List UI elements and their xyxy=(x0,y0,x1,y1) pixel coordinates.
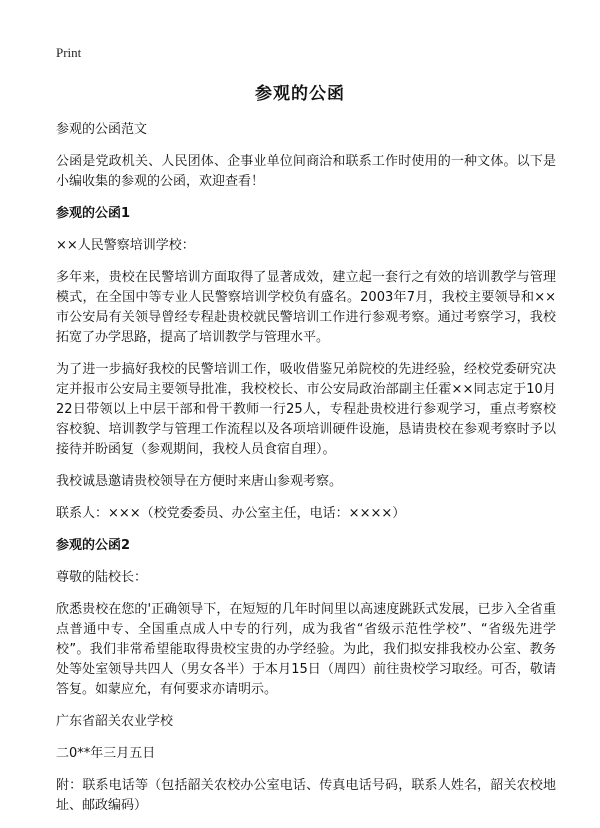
letter-1-paragraph: 多年来，贵校在民警培训方面取得了显著成效，建立起一套行之有效的培训教学与管理模式，在全国中等专业人民警察培训学校负有盛名。2003年7月，我校主要领导和××市公安局有关领导曾经专程赴贵校就民警培训工作进行参观考察。通过考察学习，我校拓宽了办学思路，提高了培训教学与管理水平。 xyxy=(56,270,556,345)
letter-1-heading: 参观的公函1 xyxy=(56,206,131,221)
print-label[interactable]: Print xyxy=(56,45,82,60)
letter-1-paragraph: 我校诚恳邀请贵校领导在方便时来唐山参观考察。 xyxy=(56,474,343,489)
document-body xyxy=(56,120,556,828)
letter-1-contact: 联系人：×××（校党委委员、办公室主任，电话：××××） xyxy=(56,506,406,521)
intro-label: 参观的公函范文 xyxy=(56,122,148,137)
letter-1-greeting: ××人民警察培训学校： xyxy=(56,238,195,253)
letter-2-greeting: 尊敬的陆校长： xyxy=(56,570,148,585)
intro-text: 公函是党政机关、人民团体、企事业单位间商洽和联系工作时使用的一种文体。以下是小编收集的参观的公函，欢迎查看！ xyxy=(56,154,556,189)
letter-2-paragraph: 欣悉贵校在您的'正确领导下，在短短的几年时间里以高速度跳跃式发展，已步入全省重点普通中专、全国重点成人中专的行列，成为我省“省级示范性学校”、“省级先进学校”。我们非常希望能取得贵校宝贵的办学经验。为此，我们拟安排我校办公室、教务处等处室领导共四人（男女各半）于本月15日（周四）前往贵校学习取经。可否，敬请答复。如蒙应允，有何要求亦请明示。 xyxy=(56,602,556,697)
letter-1-paragraph: 为了进一步搞好我校的民警培训工作，吸收借鉴兄弟院校的先进经验，经校党委研究决定并报市公安局主要领导批准，我校校长、市公安局政治部副主任霍××同志定于10月22日带领以上中层干部和骨干教师一行25人，专程赴贵校进行参观学习，重点考察校容校貌、培训教学与管理工作流程以及各项培训硬件设施，恳请贵校在参观考察时予以接待并盼函复（参观期间，我校人员食宿自理）。 xyxy=(56,362,556,457)
letter-2-sender: 广东省韶关农业学校 xyxy=(56,714,174,729)
document-title: 参观的公函 xyxy=(255,84,345,104)
letter-2-date: 二0**年三月五日 xyxy=(56,746,156,761)
letter-2-attachment: 附：联系电话等（包括韶关农校办公室电话、传真电话号码，联系人姓名，韶关农校地址、邮政编码） xyxy=(56,778,556,813)
letter-2-heading: 参观的公函2 xyxy=(56,538,131,553)
